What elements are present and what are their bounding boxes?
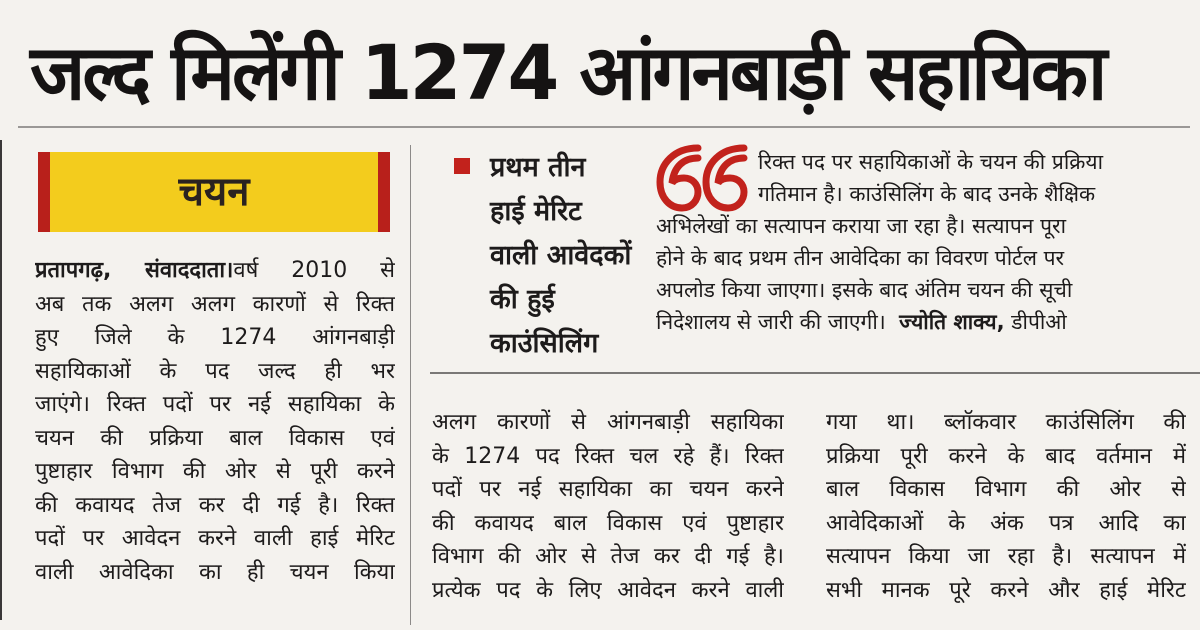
article-text: वर्ष 2010 से <box>233 258 395 283</box>
article-line: आवेदिकाओं के अंक पत्र आदि का <box>826 510 1186 536</box>
article-line: के 1274 पद रिक्त चल रहे हैं। रिक्त <box>432 443 784 469</box>
quote-text-body <box>656 210 1072 338</box>
article-column-3 <box>826 406 1186 607</box>
highlight-line: वाली आवेदकों <box>490 240 632 271</box>
article-line: वाली आवेदिका का ही चयन किया <box>35 559 395 585</box>
highlight-line: हाई मेरिट <box>490 196 582 227</box>
quote-text-top <box>758 146 1103 210</box>
article-line: की कवायद बाल विकास एवं पुष्टाहार <box>432 510 784 536</box>
section-tag-label: चयन <box>178 169 250 215</box>
headline-rule <box>18 126 1190 128</box>
article-line: की कवायद तेज कर दी गई है। रिक्त <box>35 492 395 518</box>
highlight-line: काउंसिलिंग <box>490 328 599 359</box>
article-line: अब तक अलग अलग कारणों से रिक्त <box>35 291 395 317</box>
quote-mark-icon <box>652 138 752 218</box>
article-column-2 <box>432 406 784 607</box>
highlight-line: प्रथम तीन <box>490 152 586 183</box>
quote-line: रिक्त पद पर सहायिकाओं के चयन की प्रक्रिया <box>758 150 1104 174</box>
article-line: विभाग की ओर से तेज कर दी गई है। <box>432 544 784 569</box>
quote-box-rule <box>430 372 1200 374</box>
article-line: पदों पर आवेदन करने वाली हाई मेरिट <box>35 526 395 551</box>
article-line <box>35 254 395 288</box>
quote-line: निदेशालय से जारी की जाएगी। <box>656 310 886 334</box>
article-line: चयन की प्रक्रिया बाल विकास एवं <box>35 425 395 451</box>
article-line: गया था। ब्लॉकवार काउंसिलिंग की <box>826 410 1186 435</box>
article-line: प्रत्येक पद के लिए आवेदन करने वाली <box>432 577 784 603</box>
highlight-line: की हुई <box>490 284 555 315</box>
highlight-box <box>490 146 631 366</box>
article-line: पुष्टाहार विभाग की ओर से पूरी करने <box>35 459 395 484</box>
section-tag <box>38 152 390 232</box>
quote-line: गतिमान है। काउंसिलिंग के बाद उनके शैक्षिक <box>758 182 1096 206</box>
quote-line: अपलोड किया जाएगा। इसके बाद अंतिम चयन की सूची <box>656 278 1073 302</box>
quote-attribution-role: डीपीओ <box>1011 310 1067 334</box>
article-line: पदों पर नई सहायिका का चयन करने <box>432 477 784 502</box>
article-line: प्रक्रिया पूरी करने के बाद वर्तमान में <box>826 443 1186 469</box>
quote-last-line <box>656 306 1072 338</box>
headline: जल्द मिलेंगी 1274 आंगनबाड़ी सहायिका <box>30 28 1105 117</box>
article-line: बाल विकास विभाग की ओर से <box>826 477 1186 502</box>
article-line: सत्यापन किया जा रहा है। सत्यापन में <box>826 544 1186 569</box>
article-line: सहायिकाओं के पद जल्द ही भर <box>35 358 395 384</box>
red-square-bullet-icon <box>454 158 470 174</box>
quote-line: अभिलेखों का सत्यापन कराया जा रहा है। सत्यापन पूरा <box>656 214 1067 238</box>
article-column-1 <box>35 254 395 589</box>
article-line: जाएंगे। रिक्त पदों पर नई सहायिका के <box>35 392 395 417</box>
article-line: हुए जिले के 1274 आंगनबाड़ी <box>35 325 395 350</box>
article-line: सभी मानक पूरे करने और हाई मेरिट <box>826 577 1186 603</box>
left-page-border <box>0 140 2 620</box>
article-line: अलग कारणों से आंगनबाड़ी सहायिका <box>432 410 784 435</box>
dateline: प्रतापगढ़, संवाददाता। <box>35 258 234 283</box>
quote-attribution-name: ज्योति शाक्य, <box>899 310 1005 334</box>
column-divider <box>410 145 411 625</box>
quote-line: होने के बाद प्रथम तीन आवेदिका का विवरण पोर्टल पर <box>656 246 1065 270</box>
